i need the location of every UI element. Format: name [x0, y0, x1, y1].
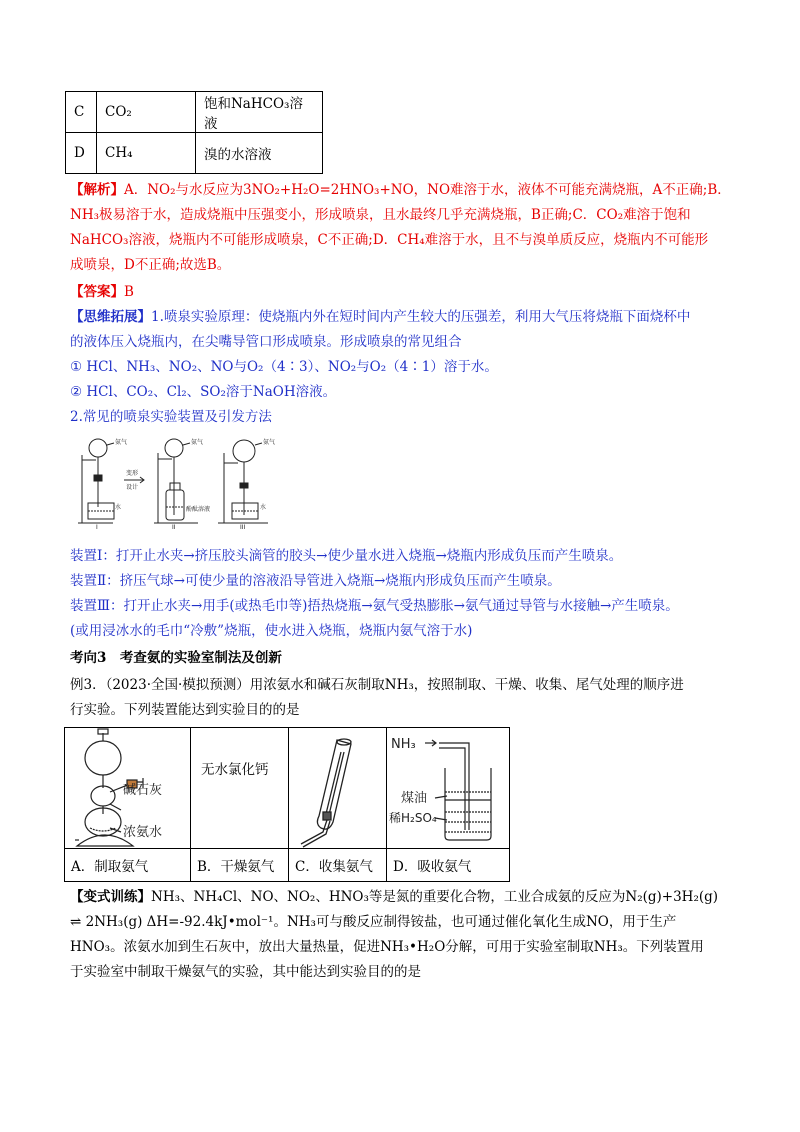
table-row [65, 728, 510, 849]
section-heading: 考向3 考查氨的实验室制法及创新 [70, 650, 282, 666]
fig-label-i: I [96, 524, 98, 530]
label-nh3: NH₃ [391, 737, 416, 752]
fig-label-phenol: 酚酞溶液 [186, 506, 211, 513]
liquid-cell: 溴的水溶液 [196, 133, 323, 174]
fig-label-water3: 水 [260, 504, 267, 511]
cell-b-figure [191, 728, 289, 849]
extension-line-2: 的液体压入烧瓶内，在尖嘴导管口形成喷泉。形成喷泉的常见组合 [70, 334, 462, 350]
variant-line-1: 【变式训练】NH₃、NH₄Cl、NO、NO₂、HNO₃等是氮的重要化合物，工业合成氨的反应为N₂(g)+3H₂(g) [70, 889, 719, 905]
label-cacl2: 无水氯化钙 [201, 762, 269, 778]
label-dilute-h2so4: 稀H₂SO₄ [389, 811, 437, 825]
device-1-line: 装置Ⅰ：打开止水夹→挤压胶头滴管的胶头→使少量水进入烧瓶→烧瓶内形成负压而产生喷泉。 [70, 548, 623, 564]
fountain-apparatus-figure [68, 435, 298, 530]
caption-d: D．吸收氨气 [387, 849, 510, 882]
answer-line: 【答案】B [70, 284, 134, 300]
caption-c: C．收集氨气 [289, 849, 387, 882]
analysis-line-4: 成喷泉，D不正确;故选B。 [70, 257, 231, 273]
cell-c-figure [289, 728, 387, 849]
option-id: C [66, 92, 97, 133]
gas-cell: CO₂ [97, 92, 196, 133]
option-id: D [66, 133, 97, 174]
device-3-note: (或用浸冰水的毛巾“冷敷”烧瓶，使水进入烧瓶，烧瓶内氨气溶于水) [70, 623, 473, 639]
fig-label-water1: 水 [115, 504, 122, 511]
options-table [65, 91, 323, 174]
device-3-line: 装置Ⅲ：打开止水夹→用手(或热毛巾等)捂热烧瓶→氨气受热膨胀→氨气通过导管与水接触→产生喷泉。 [70, 598, 679, 614]
example-line-2: 行实验。下列装置能达到实验目的的是 [70, 702, 300, 718]
device-2-line: 装置Ⅱ：挤压气球→可使少量的溶液沿导管进入烧瓶→烧瓶内形成负压而产生喷泉。 [70, 573, 561, 589]
caption-a: A．制取氨气 [65, 849, 191, 882]
label-kerosene: 煤油 [401, 791, 428, 806]
fig-label-gas2: 氨气 [191, 439, 204, 446]
liquid-cell: 饱和NaHCO₃溶液 [196, 92, 323, 133]
extension-line-4: ② HCl、CO₂、Cl₂、SO₂溶于NaOH溶液。 [70, 384, 337, 400]
table-row [66, 92, 323, 133]
table-row [65, 849, 510, 882]
fig-label-iii: III [240, 524, 246, 530]
analysis-line-1: 【解析】A．NO₂与水反应为3NO₂+H₂O=2HNO₃+NO，NO难溶于水，液体不可能充满烧瓶，A不正确;B． [70, 182, 731, 198]
fig-label-ii: II [172, 524, 176, 530]
fig-label-design: 设计 [126, 484, 139, 491]
extension-line-1: 【思维拓展】1.喷泉实验原理：使烧瓶内外在短时间内产生较大的压强差，利用大气压将烧瓶下面烧杯中 [70, 309, 691, 325]
variant-line-4: 于实验室中制取干燥氨气的实验，其中能达到实验目的的是 [70, 964, 421, 980]
extension-line-3: ① HCl、NH₃、NO₂、NO与O₂（4∶3）、NO₂与O₂（4∶1）溶于水。 [70, 359, 498, 375]
fig-label-gas1: 氨气 [115, 439, 128, 446]
caption-b: B．干燥氨气 [191, 849, 289, 882]
cell-a-figure [65, 728, 191, 849]
table-row [66, 133, 323, 174]
label-conc-ammonia: 浓氨水 [123, 825, 163, 840]
extension-line-5: 2.常见的喷泉实验装置及引发方法 [70, 409, 272, 425]
cell-d-figure [387, 728, 510, 849]
gas-cell: CH₄ [97, 133, 196, 174]
analysis-line-3: NaHCO₃溶液，烧瓶内不可能形成喷泉，C不正确;D．CH₄难溶于水，且不与溴单质反应，烧瓶内不可能形 [70, 232, 709, 248]
apparatus-table [64, 727, 510, 882]
fig-label-gas3: 氨气 [263, 439, 276, 446]
fig-label-change: 变形 [126, 470, 139, 477]
example-line-1: 例3．（2023·全国·模拟预测）用浓氨水和碱石灰制取NH₃，按照制取、干燥、收集、尾气处理的顺序进 [70, 677, 684, 693]
analysis-line-2: NH₃极易溶于水，造成烧瓶中压强变小，形成喷泉，且水最终几乎充满烧瓶，B正确;C．CO₂难溶于饱和 [70, 207, 691, 223]
variant-line-2: ⇌ 2NH₃(g) ΔH=-92.4kJ•mol⁻¹。NH₃可与酸反应制得铵盐，也可通过催化氧化生成NO，用于生产 [70, 914, 677, 930]
label-soda-lime: 碱石灰 [123, 783, 163, 798]
variant-line-3: HNO₃。浓氨水加到生石灰中，放出大量热量，促进NH₃•H₂O分解，可用于实验室制取NH₃。下列装置用 [70, 939, 704, 955]
